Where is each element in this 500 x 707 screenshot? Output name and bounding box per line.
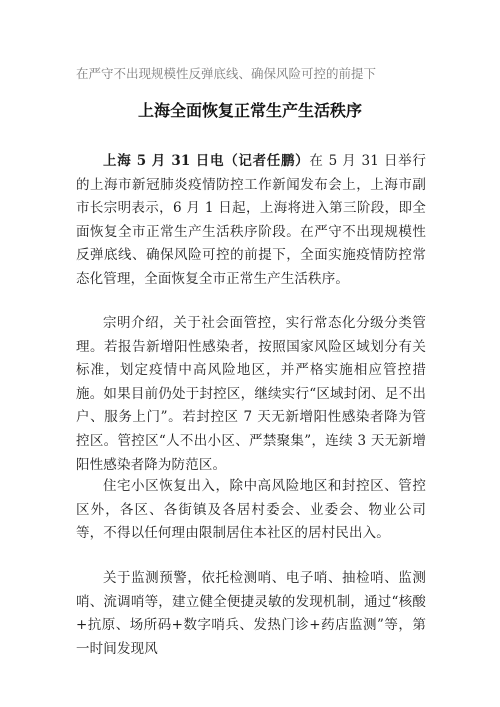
paragraph-1	[76, 150, 426, 292]
paragraph-2: 宗明介绍，关于社会面管控，实行常态化分级分类管理。若报告新增阳性感染者，按照国家风险区域划分有关标准，划定疫情中高风险地区，并严格实施相应管控措施。如果目前仍处于封控区，继续实行“区域封闭、足不出户、服务上门”。若封控区 7 天无新增阳性感染者降为管控区。管控区“人不出小区、严禁聚集”，连续 3 天无新增阳性感染者降为防范区。	[76, 315, 426, 473]
paragraph-1-text: 在 5 月 31 日举行的上海市新冠肺炎疫情防控工作新闻发布会上，上海市副市长宗明表示，6 月 1 日起，上海将进入第三阶段，即全面恢复全市正常生产生活秩序阶段。在严守不出现规模性反弹底线、确保风险可控的前提下，全面实施疫情防控常态化管理，全面恢复全市正常生产生活秩序。	[76, 153, 426, 287]
article-subtitle: 在严守不出现规模性反弹底线、确保风险可控的前提下	[76, 66, 377, 81]
article-title: 上海全面恢复正常生产生活秩序	[137, 101, 362, 120]
dateline: 上海 5 月 31 日电（记者任鹏）	[103, 153, 310, 169]
paragraph-3: 住宅小区恢复出入，除中高风险地区和封控区、管控区外，各区、各街镇及各居村委会、业委会、物业公司等，不得以任何理由限制居住本社区的居村民出入。	[76, 478, 426, 542]
paragraph-4: 关于监测预警，依托检测哨、电子哨、抽检哨、监测哨、流调哨等，建立健全便捷灵敏的发现机制，通过“核酸+抗原、场所码+数字哨兵、发热门诊+药店监测”等，第一时间发现风	[76, 570, 426, 657]
